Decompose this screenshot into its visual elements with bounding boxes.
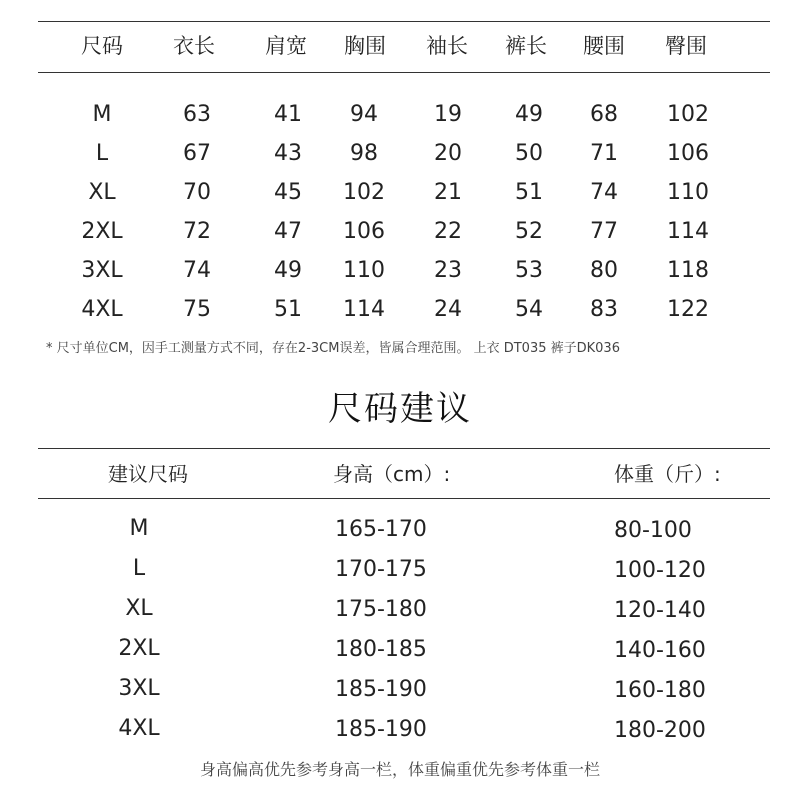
recommend-height-cell: 185-190 [335, 677, 427, 702]
size-cell: XL [88, 180, 116, 205]
size-cell: 72 [183, 219, 211, 244]
size-cell: 53 [515, 258, 543, 283]
size-cell: 98 [350, 141, 378, 166]
size-cell: 80 [590, 258, 618, 283]
size-cell: 19 [434, 102, 462, 127]
size-header-hip: 臀围 [665, 34, 707, 58]
size-cell: 49 [274, 258, 302, 283]
size-header-shoulder: 肩宽 [265, 34, 307, 58]
size-cell: 122 [667, 297, 709, 322]
size-cell: 74 [183, 258, 211, 283]
recommend-header-height: 身高（cm）: [333, 462, 451, 486]
size-cell: 22 [434, 219, 462, 244]
size-cell: 75 [183, 297, 211, 322]
recommend-height-cell: 185-190 [335, 717, 427, 742]
size-cell: 51 [515, 180, 543, 205]
size-cell: 49 [515, 102, 543, 127]
size-cell: 45 [274, 180, 302, 205]
recommend-weight-cell: 80-100 [614, 518, 692, 543]
recommend-table-header-rule [38, 498, 770, 499]
size-cell: 4XL [81, 297, 123, 322]
recommend-size-cell: 3XL [118, 676, 160, 701]
size-cell: 68 [590, 102, 618, 127]
size-cell: 41 [274, 102, 302, 127]
size-cell: 51 [274, 297, 302, 322]
size-cell: 102 [343, 180, 385, 205]
size-header-sleeve: 袖长 [426, 34, 468, 58]
size-cell: 74 [590, 180, 618, 205]
size-cell: 43 [274, 141, 302, 166]
measurement-note: * 尺寸单位CM，因手工测量方式不同，存在2-3CM误差，皆属合理范围。 上衣 DT035 裤子DK036 [46, 341, 620, 356]
recommend-weight-cell: 180-200 [614, 718, 706, 743]
size-cell: 47 [274, 219, 302, 244]
size-cell: 23 [434, 258, 462, 283]
size-cell: L [95, 141, 109, 166]
size-cell: 54 [515, 297, 543, 322]
recommend-header-size: 建议尺码 [108, 462, 188, 486]
recommend-size-cell: XL [125, 596, 153, 621]
recommend-weight-cell: 100-120 [614, 558, 706, 583]
size-cell: 94 [350, 102, 378, 127]
recommend-size-cell: 2XL [118, 636, 160, 661]
recommend-weight-cell: 160-180 [614, 678, 706, 703]
size-cell: 71 [590, 141, 618, 166]
size-cell: 24 [434, 297, 462, 322]
size-cell: 106 [667, 141, 709, 166]
recommend-size-cell: L [132, 556, 146, 581]
size-cell: 83 [590, 297, 618, 322]
size-cell: 2XL [81, 219, 123, 244]
recommend-title: 尺码建议 [328, 389, 472, 429]
size-header-waist: 腰围 [583, 34, 625, 58]
recommend-size-cell: 4XL [118, 716, 160, 741]
size-header-chest: 胸围 [344, 34, 386, 58]
size-header-size: 尺码 [81, 34, 123, 58]
size-cell: 3XL [81, 258, 123, 283]
recommend-height-cell: 180-185 [335, 637, 427, 662]
size-cell: 52 [515, 219, 543, 244]
footer-tip: 身高偏高优先参考身高一栏，体重偏重优先参考体重一栏 [199, 760, 600, 779]
size-cell: 21 [434, 180, 462, 205]
size-cell: 114 [343, 297, 385, 322]
size-table-header-rule [38, 72, 770, 73]
size-header-pants-length: 裤长 [505, 34, 547, 58]
recommend-height-cell: 165-170 [335, 517, 427, 542]
size-cell: 114 [667, 219, 709, 244]
size-cell: 102 [667, 102, 709, 127]
size-cell: 20 [434, 141, 462, 166]
size-cell: 77 [590, 219, 618, 244]
size-cell: 70 [183, 180, 211, 205]
recommend-size-cell: M [129, 516, 149, 541]
size-table-top-rule [38, 21, 770, 22]
recommend-header-weight: 体重（斤）: [614, 462, 721, 486]
recommend-height-cell: 175-180 [335, 597, 427, 622]
size-cell: 50 [515, 141, 543, 166]
size-cell: 110 [667, 180, 709, 205]
size-cell: 63 [183, 102, 211, 127]
recommend-weight-cell: 140-160 [614, 638, 706, 663]
size-cell: 67 [183, 141, 211, 166]
recommend-table-top-rule [38, 448, 770, 449]
size-header-length: 衣长 [173, 34, 215, 58]
recommend-weight-cell: 120-140 [614, 598, 706, 623]
size-cell: 106 [343, 219, 385, 244]
size-cell: M [92, 102, 112, 127]
size-cell: 118 [667, 258, 709, 283]
size-cell: 110 [343, 258, 385, 283]
recommend-height-cell: 170-175 [335, 557, 427, 582]
